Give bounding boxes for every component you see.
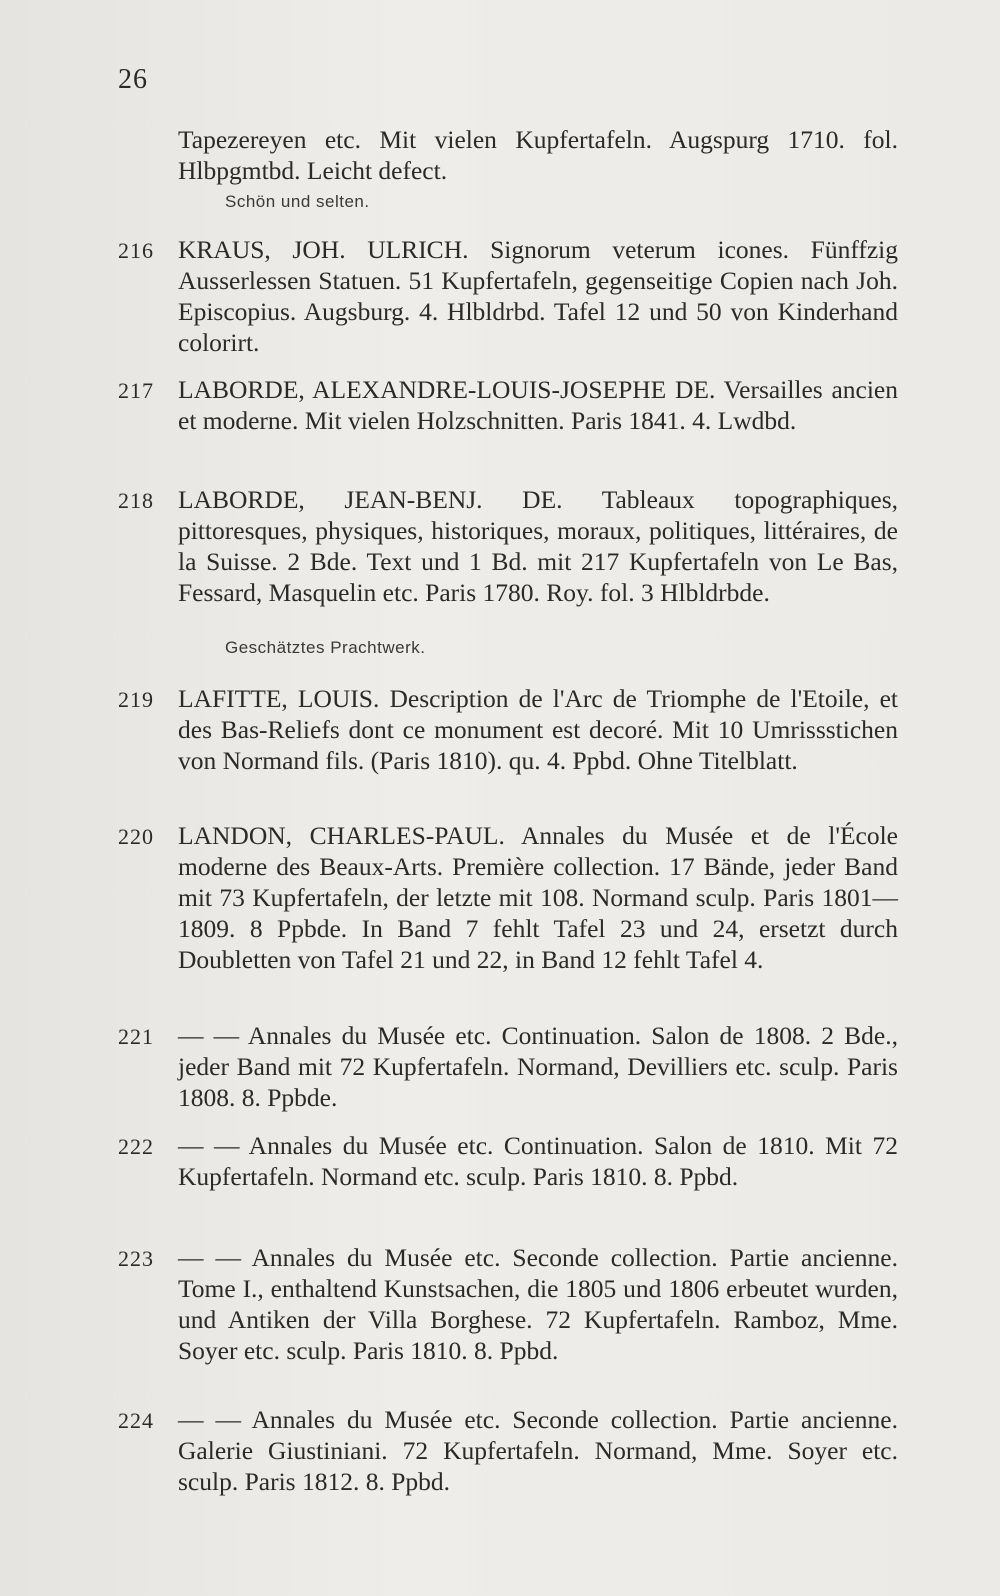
catalog-entry [118,683,898,776]
entry-text: — — Annales du Musée etc. Seconde collection. Partie ancienne. Galerie Giustiniani. 72 Kupfertafeln. Normand, Mme. Soyer etc. sculp. Paris 1812. 8. Ppbd. [178,1405,898,1496]
entry-number: 220 [118,824,154,849]
entry-text: Tapezereyen etc. Mit vielen Kupfertafeln. Augspurg 1710. fol. Hlbpgmtbd. Leicht defect. [178,125,898,185]
entry-text: LAFITTE, LOUIS. Description de l'Arc de Triomphe de l'Etoile, et des Bas-Reliefs dont ce monument est decoré. Mit 10 Umrissstichen von Normand fils. (Paris 1810). qu. 4. Ppbd. Ohne Titelblatt. [178,684,898,775]
catalog-entry [118,124,898,186]
entry-note: Schön und selten. [225,192,370,211]
entry-number: 222 [118,1134,154,1159]
entry-text: LABORDE, ALEXANDRE-LOUIS-JOSEPHE DE. Versailles ancien et moderne. Mit vielen Holzschnitten. Paris 1841. 4. Lwdbd. [178,375,898,435]
catalog-entry [118,820,898,975]
catalog-entry [118,1242,898,1366]
entry-text: LANDON, CHARLES-PAUL. Annales du Musée et de l'École moderne des Beaux-Arts. Première collection. 17 Bände, jeder Band mit 73 Kupfertafeln, der letzte mit 108. Normand sculp. Paris 1801—1809. 8 Ppbde. In Band 7 fehlt Tafel 23 und 24, ersetzt durch Doubletten von Tafel 21 und 22, in Band 12 fehlt Tafel 4. [178,821,898,974]
entry-number: 216 [118,238,154,263]
catalog-entry [118,374,898,436]
entry-text: KRAUS, JOH. ULRICH. Signorum veterum icones. Fünffzig Ausserlessen Statuen. 51 Kupfertafeln, gegenseitige Copien nach Joh. Episcopius. Augsburg. 4. Hlbldrbd. Tafel 12 und 50 von Kinderhand colorirt. [178,235,898,357]
page-number: 26 [118,64,148,95]
entry-number: 221 [118,1024,154,1049]
entry-number: 218 [118,488,154,513]
entry-text: LABORDE, JEAN-BENJ. DE. Tableaux topographiques, pittoresques, physiques, historiques, moraux, politiques, littéraires, de la Suisse. 2 Bde. Text und 1 Bd. mit 217 Kupfertafeln von Le Bas, Fessard, Masquelin etc. Paris 1780. Roy. fol. 3 Hlbldrbde. [178,485,898,607]
catalog-entry [118,234,898,358]
catalog-entry [118,1130,898,1192]
entry-note: Geschätztes Prachtwerk. [225,638,426,657]
catalog-entry [118,1404,898,1497]
catalog-entry [118,484,898,608]
catalog-entry [118,1020,898,1113]
entry-text: — — Annales du Musée etc. Continuation. Salon de 1808. 2 Bde., jeder Band mit 72 Kupfertafeln. Normand, Devilliers etc. sculp. Paris 1808. 8. Ppbde. [178,1021,898,1112]
entry-number: 219 [118,687,154,712]
entry-number: 217 [118,378,154,403]
entry-text: — — Annales du Musée etc. Continuation. Salon de 1810. Mit 72 Kupfertafeln. Normand etc. sculp. Paris 1810. 8. Ppbd. [178,1131,898,1191]
entry-text: — — Annales du Musée etc. Seconde collection. Partie ancienne. Tome I., enthaltend Kunstsachen, die 1805 und 1806 erbeutet wurden, und Antiken der Villa Borghese. 72 Kupfertafeln. Ramboz, Mme. Soyer etc. sculp. Paris 1810. 8. Ppbd. [178,1243,898,1365]
entry-number: 224 [118,1408,154,1433]
entry-number: 223 [118,1246,154,1271]
